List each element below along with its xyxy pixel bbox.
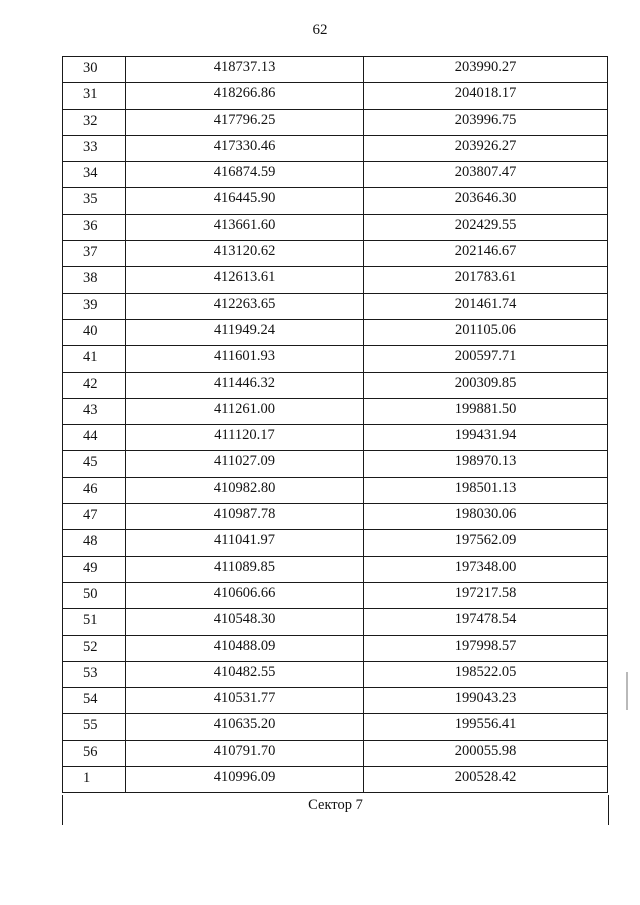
y-coordinate-cell: 201783.61 xyxy=(364,267,608,293)
point-number-cell: 35 xyxy=(63,188,126,214)
point-number-cell: 36 xyxy=(63,214,126,240)
point-number-cell: 51 xyxy=(63,609,126,635)
sector-row xyxy=(62,795,609,825)
point-number-cell: 31 xyxy=(63,83,126,109)
x-coordinate-cell: 410548.30 xyxy=(126,609,364,635)
y-coordinate-cell: 202429.55 xyxy=(364,214,608,240)
x-coordinate-cell: 410996.09 xyxy=(126,767,364,793)
x-coordinate-cell: 410531.77 xyxy=(126,688,364,714)
y-coordinate-cell: 198030.06 xyxy=(364,504,608,530)
y-coordinate-cell: 203926.27 xyxy=(364,135,608,161)
x-coordinate-cell: 411089.85 xyxy=(126,556,364,582)
coordinates-table-body xyxy=(63,57,608,793)
point-number-cell: 44 xyxy=(63,425,126,451)
table-row xyxy=(63,398,608,424)
x-coordinate-cell: 411027.09 xyxy=(126,451,364,477)
y-coordinate-cell: 203646.30 xyxy=(364,188,608,214)
x-coordinate-cell: 410791.70 xyxy=(126,740,364,766)
table-row xyxy=(63,767,608,793)
point-number-cell: 45 xyxy=(63,451,126,477)
y-coordinate-cell: 197217.58 xyxy=(364,582,608,608)
y-coordinate-cell: 199881.50 xyxy=(364,398,608,424)
x-coordinate-cell: 410987.78 xyxy=(126,504,364,530)
x-coordinate-cell: 411446.32 xyxy=(126,372,364,398)
point-number-cell: 54 xyxy=(63,688,126,714)
point-number-cell: 41 xyxy=(63,346,126,372)
table-row xyxy=(63,477,608,503)
point-number-cell: 37 xyxy=(63,241,126,267)
x-coordinate-cell: 417796.25 xyxy=(126,109,364,135)
point-number-cell: 55 xyxy=(63,714,126,740)
x-coordinate-cell: 410488.09 xyxy=(126,635,364,661)
y-coordinate-cell: 203996.75 xyxy=(364,109,608,135)
x-coordinate-cell: 411041.97 xyxy=(126,530,364,556)
scan-edge-mark xyxy=(626,672,628,710)
table-row xyxy=(63,293,608,319)
point-number-cell: 40 xyxy=(63,319,126,345)
x-coordinate-cell: 411120.17 xyxy=(126,425,364,451)
table-row xyxy=(63,714,608,740)
point-number-cell: 34 xyxy=(63,162,126,188)
table-row xyxy=(63,451,608,477)
table-row xyxy=(63,241,608,267)
coordinates-table xyxy=(62,56,608,793)
y-coordinate-cell: 201105.06 xyxy=(364,319,608,345)
table-row xyxy=(63,740,608,766)
y-coordinate-cell: 204018.17 xyxy=(364,83,608,109)
point-number-cell: 53 xyxy=(63,661,126,687)
table-row xyxy=(63,556,608,582)
table-row xyxy=(63,530,608,556)
table-row xyxy=(63,504,608,530)
y-coordinate-cell: 203990.27 xyxy=(364,57,608,83)
table-row xyxy=(63,162,608,188)
table-row xyxy=(63,425,608,451)
sector-label: Сектор 7 xyxy=(308,797,363,813)
x-coordinate-cell: 418266.86 xyxy=(126,83,364,109)
table-row xyxy=(63,609,608,635)
y-coordinate-cell: 199431.94 xyxy=(364,425,608,451)
x-coordinate-cell: 413120.62 xyxy=(126,241,364,267)
point-number-cell: 52 xyxy=(63,635,126,661)
y-coordinate-cell: 199043.23 xyxy=(364,688,608,714)
table-row xyxy=(63,688,608,714)
table-row xyxy=(63,83,608,109)
point-number-cell: 50 xyxy=(63,582,126,608)
table-row xyxy=(63,267,608,293)
point-number-cell: 42 xyxy=(63,372,126,398)
point-number-cell: 32 xyxy=(63,109,126,135)
x-coordinate-cell: 416874.59 xyxy=(126,162,364,188)
x-coordinate-cell: 410482.55 xyxy=(126,661,364,687)
table-row xyxy=(63,135,608,161)
y-coordinate-cell: 200055.98 xyxy=(364,740,608,766)
x-coordinate-cell: 411601.93 xyxy=(126,346,364,372)
y-coordinate-cell: 200528.42 xyxy=(364,767,608,793)
x-coordinate-cell: 416445.90 xyxy=(126,188,364,214)
table-row xyxy=(63,582,608,608)
point-number-cell: 47 xyxy=(63,504,126,530)
y-coordinate-cell: 199556.41 xyxy=(364,714,608,740)
table-row xyxy=(63,57,608,83)
table-row xyxy=(63,661,608,687)
table-row xyxy=(63,319,608,345)
y-coordinate-cell: 202146.67 xyxy=(364,241,608,267)
y-coordinate-cell: 197998.57 xyxy=(364,635,608,661)
y-coordinate-cell: 197478.54 xyxy=(364,609,608,635)
x-coordinate-cell: 410635.20 xyxy=(126,714,364,740)
y-coordinate-cell: 197562.09 xyxy=(364,530,608,556)
y-coordinate-cell: 201461.74 xyxy=(364,293,608,319)
x-coordinate-cell: 412613.61 xyxy=(126,267,364,293)
table-row xyxy=(63,188,608,214)
table-row xyxy=(63,346,608,372)
point-number-cell: 56 xyxy=(63,740,126,766)
table-row xyxy=(63,635,608,661)
point-number-cell: 33 xyxy=(63,135,126,161)
y-coordinate-cell: 198970.13 xyxy=(364,451,608,477)
y-coordinate-cell: 200309.85 xyxy=(364,372,608,398)
point-number-cell: 43 xyxy=(63,398,126,424)
x-coordinate-cell: 411949.24 xyxy=(126,319,364,345)
x-coordinate-cell: 410606.66 xyxy=(126,582,364,608)
x-coordinate-cell: 411261.00 xyxy=(126,398,364,424)
y-coordinate-cell: 197348.00 xyxy=(364,556,608,582)
point-number-cell: 30 xyxy=(63,57,126,83)
table-row xyxy=(63,372,608,398)
point-number-cell: 48 xyxy=(63,530,126,556)
y-coordinate-cell: 198501.13 xyxy=(364,477,608,503)
y-coordinate-cell: 203807.47 xyxy=(364,162,608,188)
point-number-cell: 46 xyxy=(63,477,126,503)
x-coordinate-cell: 417330.46 xyxy=(126,135,364,161)
table-row xyxy=(63,214,608,240)
x-coordinate-cell: 412263.65 xyxy=(126,293,364,319)
point-number-cell: 39 xyxy=(63,293,126,319)
point-number-cell: 38 xyxy=(63,267,126,293)
y-coordinate-cell: 198522.05 xyxy=(364,661,608,687)
x-coordinate-cell: 413661.60 xyxy=(126,214,364,240)
y-coordinate-cell: 200597.71 xyxy=(364,346,608,372)
point-number-cell: 1 xyxy=(63,767,126,793)
x-coordinate-cell: 410982.80 xyxy=(126,477,364,503)
x-coordinate-cell: 418737.13 xyxy=(126,57,364,83)
table-row xyxy=(63,109,608,135)
page-number: 62 xyxy=(312,22,328,38)
point-number-cell: 49 xyxy=(63,556,126,582)
